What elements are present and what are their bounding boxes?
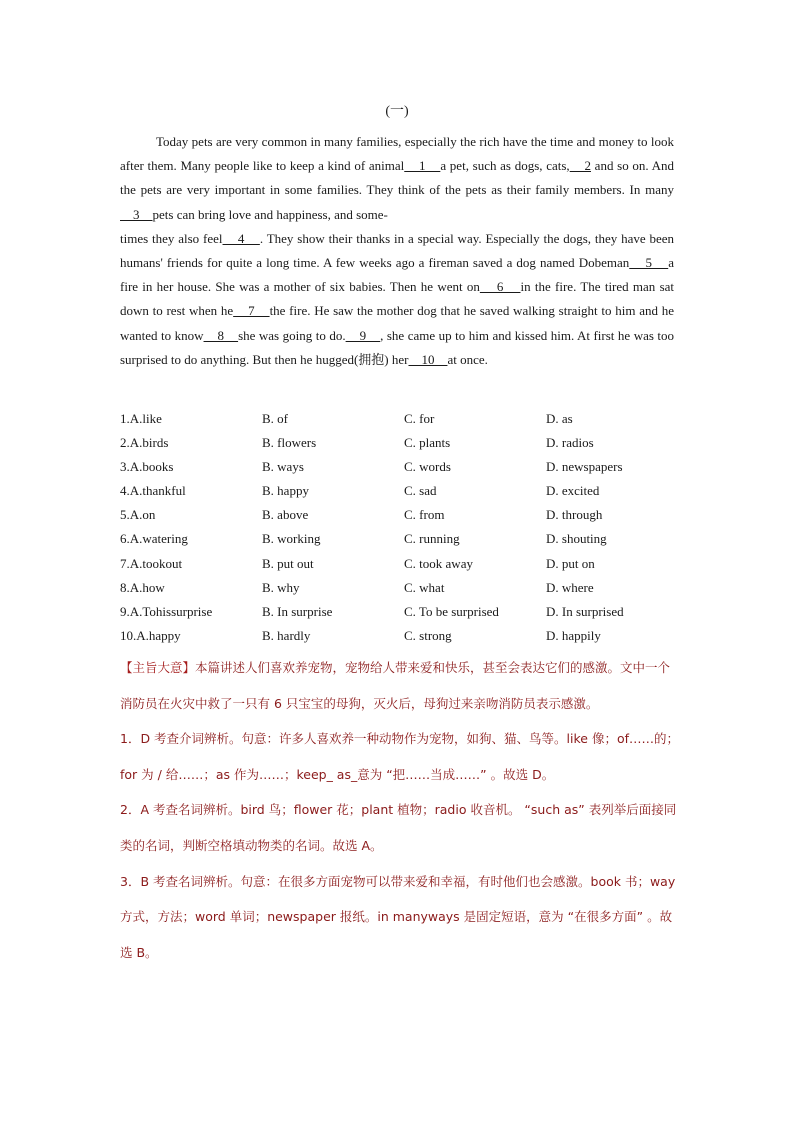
blank-1: 1: [404, 158, 441, 174]
option-d: D. through: [546, 507, 603, 523]
option-c: C. To be surprised: [404, 603, 499, 619]
option-c: C. running: [404, 531, 460, 547]
option-a: 8.A.how: [120, 579, 165, 595]
option-row: [120, 503, 674, 527]
option-row: [120, 527, 674, 551]
option-a: 1.A.like: [120, 411, 162, 426]
option-b: B. working: [262, 531, 321, 547]
blank-6: 6: [479, 279, 521, 295]
option-b: B. of: [262, 411, 288, 426]
option-a: 6.A.watering: [120, 531, 188, 547]
option-b: B. flowers: [262, 435, 317, 451]
passage-text: a pet, such as dogs, cats,: [440, 158, 570, 174]
option-c: C. took away: [404, 555, 473, 571]
option-row: [120, 407, 674, 431]
passage-text: pets can bring love and happiness, and some-: [152, 206, 388, 222]
option-d: D. newspapers: [546, 459, 623, 475]
option-row: [120, 600, 674, 624]
option-d: D. shouting: [546, 531, 607, 547]
option-c: C. strong: [404, 627, 452, 643]
cloze-passage: [120, 130, 674, 372]
option-b: B. above: [262, 507, 309, 523]
option-a: 5.A.on: [120, 507, 156, 523]
option-a: 7.A.tookout: [120, 555, 183, 571]
option-c: C. sad: [404, 483, 437, 499]
blank-5: 5: [629, 255, 669, 271]
option-a: 9.A.Tohissurprise: [120, 603, 213, 619]
answer-options: [120, 407, 674, 648]
option-c: C. from: [404, 507, 445, 523]
option-a: 3.A.books: [120, 459, 174, 475]
option-c: C. what: [404, 579, 445, 595]
blank-9: 9: [345, 327, 381, 343]
passage-text: a fire in her house. She was a mother of six babies. Then he went on: [120, 255, 674, 295]
option-a: 4.A.thankful: [120, 483, 186, 499]
passage-text: . They show their thanks in a special way. Especially the dogs, they have been humans' friends for quite a long time. A few weeks ago a fireman saved a dog named Dobeman: [120, 230, 675, 271]
analysis-item-3: 3．B 考查名词辨析。句意：在很多方面宠物可以带来爱和幸福，有时他们也会感激。book 书；way 方式，方法；word 单词；newspaper 报纸。in manyways 是固定短语，意为 “在很多方面” 。故选 B。: [120, 873, 676, 960]
analysis-item-1: 1．D 考查介词辨析。句意：许多人喜欢养一种动物作为宠物，如狗、猫、鸟等。like 像；of……的；for 为 / 给……；as 作为……；keep_ as_意为 “把……当成……” 。故选 D。: [120, 731, 680, 782]
option-b: B. happy: [262, 483, 309, 499]
answer-analysis: [120, 650, 680, 970]
option-d: D. happily: [546, 627, 601, 643]
passage-text: and so on. And the pets are very important in some families. They think of the pets as their family members. In many: [120, 158, 675, 198]
passage-text: the fire. He saw the mother dog that he saved walking straight to him and he wanted to know: [120, 303, 674, 343]
blank-4: 4: [222, 230, 260, 246]
option-row: [120, 624, 674, 648]
blank-3: 3: [120, 206, 153, 222]
option-row: [120, 576, 674, 600]
option-d: D. radios: [546, 435, 594, 451]
passage-text: times they also feel: [120, 230, 223, 246]
main-idea: [120, 650, 680, 721]
main-idea-text: 本篇讲述人们喜欢养宠物，宠物给人带来爱和快乐，甚至会表达它们的感激。文中一个消防员在火灾中救了一只有 6 只宝宝的母狗，灭火后，母狗过来亲吻消防员表示感激。: [120, 660, 671, 711]
option-row: [120, 479, 674, 503]
passage-paragraph-1: [120, 130, 674, 227]
option-b: B. ways: [262, 459, 304, 475]
section-title: (一): [385, 104, 409, 119]
blank-2: 2: [569, 158, 591, 174]
option-d: D. In surprised: [546, 603, 624, 619]
option-row: [120, 431, 674, 455]
option-d: D. where: [546, 579, 594, 595]
option-row: [120, 455, 674, 479]
option-a: 10.A.happy: [120, 627, 181, 643]
option-b: B. In surprise: [262, 603, 333, 619]
option-row: [120, 552, 674, 576]
passage-text: in the fire. The tired man sat down to rest when he: [120, 279, 675, 319]
option-d: D. excited: [546, 483, 600, 499]
option-d: D. as: [546, 411, 573, 426]
option-b: B. put out: [262, 555, 314, 571]
main-idea-tag: 【主旨大意】: [120, 660, 196, 675]
option-d: D. put on: [546, 555, 595, 571]
option-b: B. why: [262, 579, 300, 595]
analysis-item-2: 2．A 考查名词辨析。bird 鸟；flower 花；plant 植物；radio 收音机。 “such as” 表列举后面接同类的名词，判断空格填动物类的名词。故选 A。: [120, 802, 677, 853]
blank-7: 7: [233, 303, 270, 319]
option-b: B. hardly: [262, 627, 311, 643]
blank-8: 8: [203, 327, 239, 343]
option-c: C. for: [404, 411, 435, 426]
passage-text: Today pets are very common in many families, especially the rich have the time and money to look after them. Many people like to keep a kind of animal: [120, 134, 674, 174]
option-a: 2.A.birds: [120, 435, 169, 451]
option-c: C. words: [404, 459, 451, 475]
passage-text: at once.: [447, 351, 488, 367]
blank-10: 10: [408, 351, 448, 367]
passage-text: she was going to do.: [238, 327, 346, 343]
option-c: C. plants: [404, 435, 451, 451]
passage-paragraph-2: [120, 227, 674, 372]
passage-text: , she came up to him and kissed him. At first he was too surprised to do anything. But then he hugged(拥抱) her: [120, 327, 675, 367]
